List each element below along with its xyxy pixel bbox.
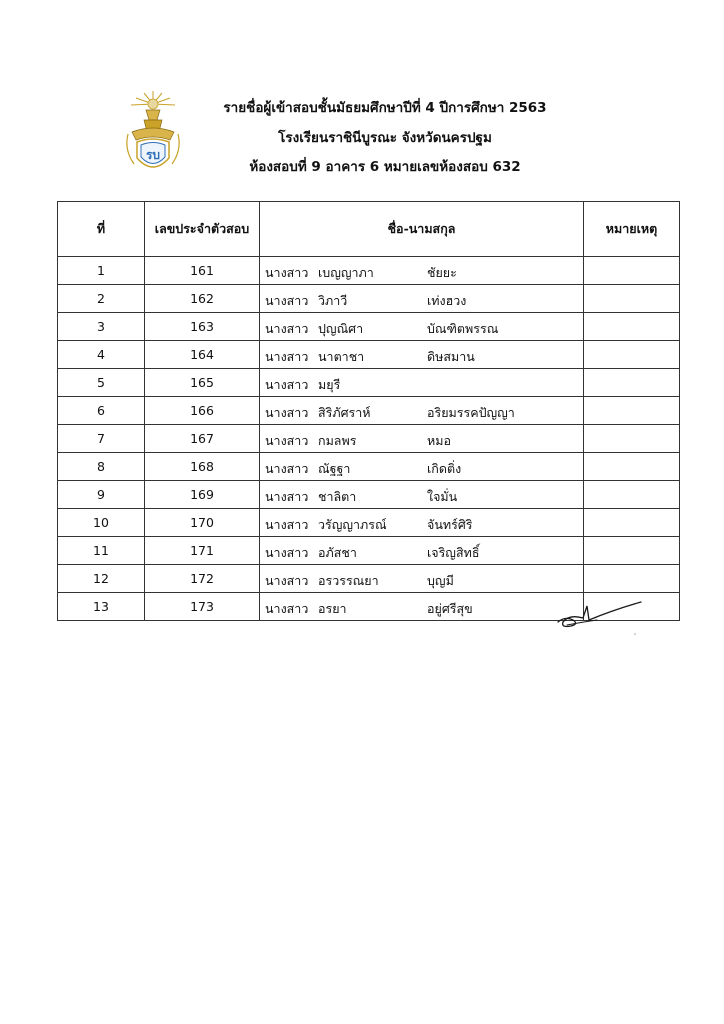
roster-table <box>57 201 680 621</box>
student-name-cell <box>260 425 584 453</box>
first-name: นาตาชา <box>318 349 365 364</box>
remark-cell <box>584 313 680 341</box>
table-row <box>58 425 680 453</box>
row-number: 6 <box>58 397 145 425</box>
first-name: อรยา <box>318 601 347 616</box>
student-name-cell <box>260 369 584 397</box>
last-name: บุญมี <box>427 573 454 588</box>
last-name: บัณฑิตพรรณ <box>427 321 499 336</box>
student-name-cell <box>260 481 584 509</box>
remark-cell <box>584 537 680 565</box>
handwritten-signature-icon <box>553 598 648 636</box>
row-number: 12 <box>58 565 145 593</box>
student-name-cell <box>260 397 584 425</box>
name-title: นางสาว <box>265 265 309 280</box>
header-title-line-3: ห้องสอบที่ 9 อาคาร 6 หมายเลขห้องสอบ 632 <box>249 159 521 175</box>
remark-cell <box>584 285 680 313</box>
row-number: 3 <box>58 313 145 341</box>
last-name: ใจมั่น <box>427 489 458 504</box>
table-header-row <box>58 202 680 257</box>
name-title: นางสาว <box>265 601 309 616</box>
first-name: ณัฐฐา <box>318 461 351 476</box>
remark-cell <box>584 341 680 369</box>
last-name: หมอ <box>427 433 451 448</box>
first-name: กมลพร <box>318 433 357 448</box>
row-number: 2 <box>58 285 145 313</box>
last-name: จันทร์ศิริ <box>427 517 473 532</box>
exam-id: 165 <box>145 369 260 397</box>
header-title-line-1: รายชื่อผู้เข้าสอบชั้นมัธยมศึกษาปีที่ 4 ปีการศึกษา 2563 <box>223 100 547 116</box>
remark-cell <box>584 257 680 285</box>
table-row <box>58 565 680 593</box>
student-name-cell <box>260 313 584 341</box>
table-row <box>58 453 680 481</box>
table-row <box>58 285 680 313</box>
row-number: 11 <box>58 537 145 565</box>
header-title-line-2: โรงเรียนราชินีบูรณะ จังหวัดนครปฐม <box>278 130 492 146</box>
table-row <box>58 397 680 425</box>
first-name: ชาลิตา <box>318 489 357 504</box>
logo-initials: รบ <box>145 148 161 162</box>
table-row <box>58 257 680 285</box>
row-number: 4 <box>58 341 145 369</box>
name-title: นางสาว <box>265 405 309 420</box>
remark-cell <box>584 509 680 537</box>
remark-cell <box>584 481 680 509</box>
row-number: 10 <box>58 509 145 537</box>
name-title: นางสาว <box>265 349 309 364</box>
exam-id: 172 <box>145 565 260 593</box>
last-name: ดิษสมาน <box>427 349 475 364</box>
name-title: นางสาว <box>265 489 309 504</box>
name-title: นางสาว <box>265 433 309 448</box>
first-name: เบญญาภา <box>318 265 374 280</box>
row-number: 7 <box>58 425 145 453</box>
column-header-full-name: ชื่อ-นามสกุล <box>260 202 584 257</box>
exam-id: 161 <box>145 257 260 285</box>
name-title: นางสาว <box>265 293 309 308</box>
last-name: เกิดติ่ง <box>427 461 462 476</box>
exam-id: 163 <box>145 313 260 341</box>
student-name-cell <box>260 537 584 565</box>
document-header <box>0 0 724 190</box>
table-row <box>58 313 680 341</box>
exam-id: 164 <box>145 341 260 369</box>
exam-id: 162 <box>145 285 260 313</box>
table-row <box>58 537 680 565</box>
student-name-cell <box>260 453 584 481</box>
school-emblem-icon <box>122 90 184 178</box>
student-name-cell <box>260 257 584 285</box>
exam-id: 166 <box>145 397 260 425</box>
row-number: 1 <box>58 257 145 285</box>
remark-cell <box>584 425 680 453</box>
last-name: ชัยยะ <box>427 265 457 280</box>
last-name: อริยมรรคปัญญา <box>427 405 515 420</box>
student-name-cell <box>260 565 584 593</box>
first-name: อรวรรณยา <box>318 573 379 588</box>
row-number: 5 <box>58 369 145 397</box>
exam-id: 167 <box>145 425 260 453</box>
last-name: เท่งฮวง <box>427 293 467 308</box>
first-name: ปุญณิศา <box>318 321 364 336</box>
row-number: 9 <box>58 481 145 509</box>
remark-cell <box>584 565 680 593</box>
student-name-cell <box>260 285 584 313</box>
name-title: นางสาว <box>265 461 309 476</box>
name-title: นางสาว <box>265 377 309 392</box>
name-title: นางสาว <box>265 321 309 336</box>
exam-id: 173 <box>145 593 260 621</box>
first-name: สิริภัศราห์ <box>318 405 371 420</box>
exam-id: 169 <box>145 481 260 509</box>
table-row <box>58 341 680 369</box>
name-title: นางสาว <box>265 517 309 532</box>
student-name-cell <box>260 341 584 369</box>
exam-id: 170 <box>145 509 260 537</box>
exam-id: 168 <box>145 453 260 481</box>
last-name: เจริญสิทธิ์ <box>427 545 480 560</box>
table-row <box>58 481 680 509</box>
name-title: นางสาว <box>265 573 309 588</box>
column-header-number: ที่ <box>58 202 145 257</box>
name-title: นางสาว <box>265 545 309 560</box>
column-header-exam-id: เลขประจำตัวสอบ <box>145 202 260 257</box>
table-row <box>58 369 680 397</box>
first-name: วรัญญาภรณ์ <box>318 517 387 532</box>
first-name: มยุรี <box>318 377 341 392</box>
row-number: 8 <box>58 453 145 481</box>
first-name: วิภาวี <box>318 293 348 308</box>
remark-cell <box>584 369 680 397</box>
student-name-cell <box>260 509 584 537</box>
first-name: อภัสชา <box>318 545 357 560</box>
roster-body <box>58 257 680 621</box>
last-name: อยู่ศรีสุข <box>427 601 473 616</box>
remark-cell <box>584 397 680 425</box>
row-number: 13 <box>58 593 145 621</box>
remark-cell <box>584 453 680 481</box>
student-name-cell <box>260 593 584 621</box>
column-header-remark: หมายเหตุ <box>584 202 680 257</box>
table-row <box>58 509 680 537</box>
exam-id: 171 <box>145 537 260 565</box>
